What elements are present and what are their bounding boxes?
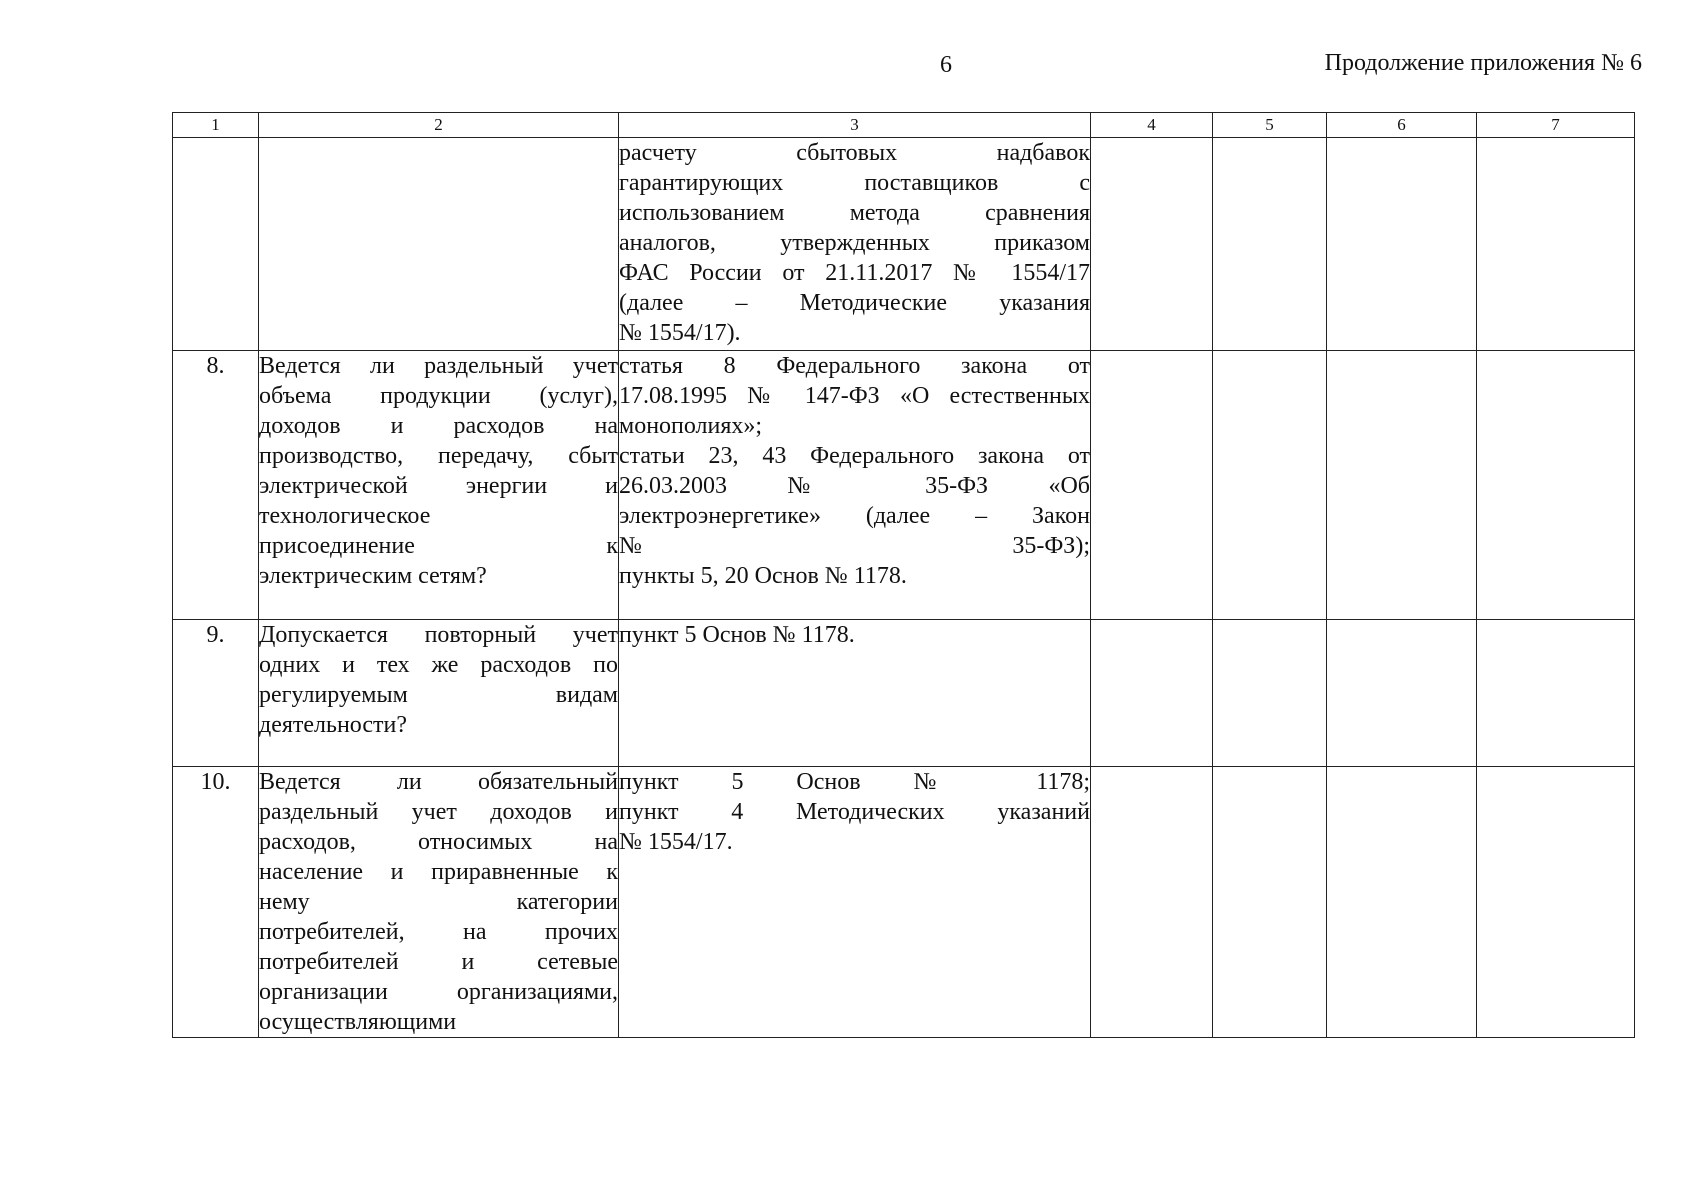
row-number: 8. [173, 351, 259, 620]
text-line: доходов и расходов на [259, 413, 618, 439]
text-line: электроэнергетике» (далее – Закон [619, 503, 1090, 529]
text-line: потребителей, на прочих [259, 919, 618, 945]
text-line: № 35-ФЗ); [619, 533, 1090, 559]
text-line: Допускается повторный учет [259, 622, 618, 648]
continuation-label: Продолжение приложения № 6 [1324, 50, 1642, 76]
answer-cell-6 [1327, 351, 1477, 620]
answer-cell-4 [1091, 138, 1213, 351]
row-number [173, 138, 259, 351]
column-header: 5 [1213, 113, 1327, 138]
requirements-table [172, 112, 1635, 1038]
text-line: нему категории [259, 889, 618, 915]
text-line: объема продукции (услуг), [259, 383, 618, 409]
page-number: 6 [940, 52, 952, 78]
basis-cell [619, 767, 1091, 1038]
column-header: 4 [1091, 113, 1213, 138]
text-line: гарантирующих поставщиков с [619, 170, 1090, 196]
text-line: № 1554/17. [619, 829, 733, 855]
answer-cell-5 [1213, 351, 1327, 620]
basis-cell [619, 351, 1091, 620]
text-line: регулируемым видам [259, 682, 618, 708]
text-line: статьи 23, 43 Федерального закона от [619, 443, 1090, 469]
table-row [173, 351, 1635, 620]
column-header-row [173, 113, 1635, 138]
text-line: 17.08.1995 № 147-ФЗ «О естественных [619, 383, 1090, 409]
text-line: присоединение к [259, 533, 618, 559]
answer-cell-6 [1327, 767, 1477, 1038]
table-row [173, 138, 1635, 351]
text-line: монополиях»; [619, 413, 763, 439]
text-line: электрическим сетям? [259, 563, 487, 589]
basis-cell [619, 138, 1091, 351]
text-line: организации организациями, [259, 979, 618, 1005]
text-line: пункт 4 Методических указаний [619, 799, 1090, 825]
row-number: 10. [173, 767, 259, 1038]
text-line: (далее – Методические указания [619, 290, 1090, 316]
text-line: население и приравненные к [259, 859, 618, 885]
text-line: использованием метода сравнения [619, 200, 1090, 226]
text-line: расчету сбытовых надбавок [619, 140, 1090, 166]
row-number: 9. [173, 620, 259, 767]
column-header: 2 [259, 113, 619, 138]
answer-cell-4 [1091, 351, 1213, 620]
answer-cell-5 [1213, 138, 1327, 351]
answer-cell-6 [1327, 620, 1477, 767]
column-header: 6 [1327, 113, 1477, 138]
answer-cell-7 [1477, 138, 1635, 351]
table-row [173, 767, 1635, 1038]
text-line: Ведется ли раздельный учет [259, 353, 618, 379]
answer-cell-5 [1213, 767, 1327, 1038]
column-header: 7 [1477, 113, 1635, 138]
text-line: потребителей и сетевые [259, 949, 618, 975]
column-header: 3 [619, 113, 1091, 138]
text-line: одних и тех же расходов по [259, 652, 618, 678]
table-body [173, 138, 1635, 1038]
text-line: пункты 5, 20 Основ № 1178. [619, 563, 907, 589]
question-cell [259, 620, 619, 767]
answer-cell-6 [1327, 138, 1477, 351]
text-line: электрической энергии и [259, 473, 618, 499]
answer-cell-7 [1477, 351, 1635, 620]
text-line: производство, передачу, сбыт [259, 443, 618, 469]
answer-cell-7 [1477, 620, 1635, 767]
answer-cell-5 [1213, 620, 1327, 767]
text-line: пункт 5 Основ № 1178; [619, 769, 1090, 795]
answer-cell-4 [1091, 767, 1213, 1038]
text-line: раздельный учет доходов и [259, 799, 618, 825]
text-line: аналогов, утвержденных приказом [619, 230, 1090, 256]
text-line: ФАС России от 21.11.2017 № 1554/17 [619, 260, 1090, 286]
question-cell [259, 351, 619, 620]
text-line: осуществляющими [259, 1009, 457, 1035]
text-line: расходов, относимых на [259, 829, 618, 855]
text-line: № 1554/17). [619, 320, 741, 346]
column-header: 1 [173, 113, 259, 138]
text-line: пункт 5 Основ № 1178. [619, 622, 855, 648]
answer-cell-4 [1091, 620, 1213, 767]
question-cell [259, 767, 619, 1038]
text-line: деятельности? [259, 712, 408, 738]
question-cell [259, 138, 619, 351]
text-line: статья 8 Федерального закона от [619, 353, 1090, 379]
text-line: технологическое [259, 503, 431, 529]
table-row [173, 620, 1635, 767]
basis-cell [619, 620, 1091, 767]
answer-cell-7 [1477, 767, 1635, 1038]
text-line: 26.03.2003 № 35-ФЗ «Об [619, 473, 1090, 499]
text-line: Ведется ли обязательный [259, 769, 618, 795]
